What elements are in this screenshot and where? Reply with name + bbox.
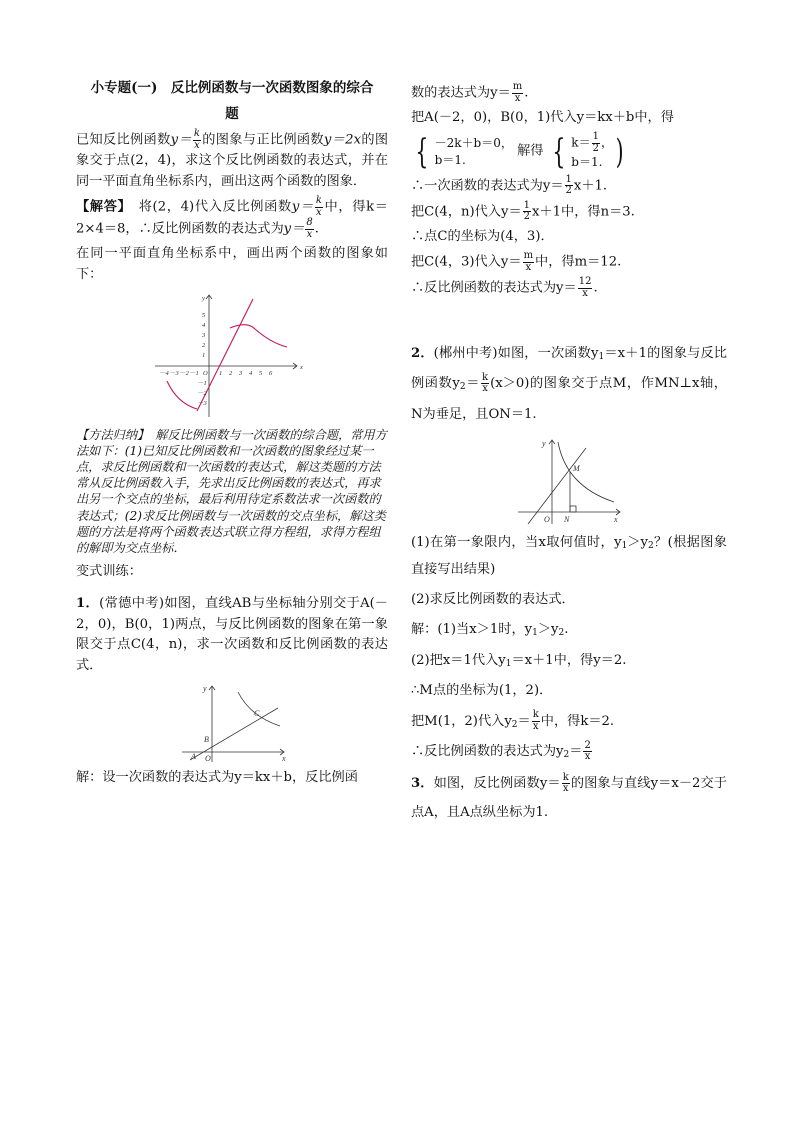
tick-x: －3 bbox=[169, 370, 179, 378]
hyperbola-q3 bbox=[167, 381, 197, 409]
question-2-part-2: (2)求反比例函数的表达式． bbox=[411, 591, 575, 607]
q2-answer-5: ∴反比例函数的表达式为$y_2=$ $\frac{2}{x}$ bbox=[411, 739, 591, 763]
tick-y: 2 bbox=[202, 342, 206, 350]
intro-draw-text: 在同一平面直角坐标系中，画出两个函数的图象如下： bbox=[76, 246, 388, 282]
tick-y: 1 bbox=[202, 352, 206, 360]
svg-text:x: x bbox=[614, 515, 618, 525]
intro-solution: 【解答】 将(2，4)代入反比例函数y＝ $\frac{k}{x}$ 中，得k＝2×4＝8，∴反比例函数的表达式为y＝ $\frac{8}{x}$ . bbox=[76, 195, 388, 240]
svg-text:y: y bbox=[542, 439, 546, 449]
tick-x: 3 bbox=[239, 370, 243, 378]
q1-sol-point-c: ∴点C的坐标为(4，3)． bbox=[411, 228, 554, 244]
tick-x: －2 bbox=[179, 370, 189, 378]
q1-sol-result: ∴反比例函数的表达式为y＝ $\frac{12}{x}$ . bbox=[411, 276, 598, 299]
tick-x: 4 bbox=[249, 370, 253, 378]
tick-y: 5 bbox=[202, 312, 206, 320]
tick-x: 1 bbox=[219, 370, 223, 378]
q1-sol-linear: ∴一次函数的表达式为y＝ $\frac{1}{2}$ x＋1. bbox=[411, 173, 608, 197]
tick-x: O bbox=[203, 370, 208, 378]
question-2-part-1: (1)在第一象限内，当x取何值时，$y_1>y_2$？(根据图象直接写出结果) bbox=[411, 535, 727, 577]
tick-x: 5 bbox=[259, 370, 263, 378]
q1-sol-system: { －2k＋b＝0， b＝1. 解得 { k＝ $\frac{1}{2}$ ， b＝1. ) bbox=[415, 131, 624, 172]
svg-text:A: A bbox=[191, 752, 196, 762]
tick-y: －2 bbox=[197, 390, 207, 398]
tick-y: 4 bbox=[202, 322, 206, 330]
q1-sol-sub-m: 把C(4，3)代入y＝ $\frac{m}{x}$ 中，得m＝12. bbox=[411, 250, 622, 273]
svg-text:B: B bbox=[204, 735, 209, 745]
axis-x-label: x bbox=[300, 364, 303, 372]
graph-figure-3 bbox=[514, 436, 624, 526]
graph-figure-2 bbox=[172, 682, 292, 764]
tick-x: 6 bbox=[269, 370, 273, 378]
svg-text:C: C bbox=[254, 709, 260, 719]
tick-y: －1 bbox=[197, 380, 207, 388]
axis-y-label: y bbox=[202, 295, 205, 303]
q1-sol-line1: 数的表达式为y＝ $\frac{m}{x}$ . bbox=[411, 81, 529, 104]
svg-text:O: O bbox=[205, 754, 211, 764]
variant-heading: 变式训练： bbox=[76, 563, 142, 579]
tick-x: 2 bbox=[229, 370, 233, 378]
section-title: 小专题(一) 反比例函数与一次函数图象的综合 题 bbox=[90, 80, 374, 122]
tick-x: －4 bbox=[159, 370, 169, 378]
tick-y: －3 bbox=[197, 400, 207, 408]
tick-y: 3 bbox=[202, 332, 206, 340]
svg-text:O: O bbox=[544, 515, 550, 525]
line-y1 bbox=[528, 448, 586, 524]
q2-answer-2: (2)把x＝1代入$y_1=x+1$中，得y＝2. bbox=[411, 652, 627, 669]
q1-sol-sub-c: 把C(4，n)代入y＝ $\frac{1}{2}$ x＋1中，得n＝3. bbox=[411, 199, 635, 223]
svg-text:y: y bbox=[203, 684, 207, 694]
tick-x: －1 bbox=[189, 370, 199, 378]
intro-problem: 已知反比例函数y＝ $\frac{k}{x}$ 的图象与正比例函数y＝2x的图象交于点(2，4)，求这个反比例函数的表达式，并在同一平面直角坐标系内，画出这两个函数的图象． bbox=[76, 128, 389, 189]
svg-text:x: x bbox=[282, 754, 286, 764]
left-column bbox=[76, 76, 388, 793]
q2-answer-3: ∴M点的坐标为(1，2)． bbox=[411, 683, 553, 699]
question-1-solution-start: 解：设一次函数的表达式为y＝kx＋b，反比例函 bbox=[76, 770, 358, 786]
question-2: 2．(郴州中考)如图，一次函数$y_1=x+1$的图象与反比例函数$y_2=$ $\frac{k}{x}$ (x＞0)的图象交于点M，作MN⊥x轴，N为垂足，且ON＝1. bbox=[411, 346, 727, 422]
hyperbola-y2 bbox=[558, 442, 614, 502]
q1-sol-line2: 把A(－2，0)，B(0，1)代入y＝kx＋b中，得 bbox=[411, 110, 674, 125]
question-3: 3．如图，反比例函数y＝ $\frac{k}{x}$ 的图象与直线y＝x－2交于点A，且A点纵坐标为1. bbox=[411, 771, 727, 821]
method-summary: 【方法归纳】 解反比例函数与一次函数的综合题，常用方法如下：(1)已知反比例函数和一次函数的图象经过某一点，求反比例函数和一次函数的表达式，解这类题的方法常从反比例函数入手，先求出反比例函数的表达式，再求出另一个交点的坐标，最后利用待定系数法求一次函数的表达式；(2)求反比例函数与一次函数的交点坐标，解这类题的方法是将两个函数表达式联立得方程组，求得方程组的解即为交点坐标． bbox=[76, 428, 387, 555]
svg-text:N: N bbox=[564, 515, 570, 525]
question-1: 1．(常德中考)如图，直线AB与坐标轴分别交于A(－2，0)，B(0，1)两点，与反比例函数的图象在第一象限交于点C(4，n)，求一次函数和反比例函数的表达式． bbox=[76, 596, 388, 673]
svg-text:M: M bbox=[573, 464, 580, 474]
right-column bbox=[411, 82, 727, 832]
q2-answer-1: 解：(1)当x＞1时，$y_1>y_2$. bbox=[411, 622, 569, 639]
graph-figure-1 bbox=[147, 291, 317, 421]
q2-answer-4: 把M(1，2)代入$y_2=$ $\frac{k}{x}$ 中，得k＝2. bbox=[411, 709, 615, 732]
